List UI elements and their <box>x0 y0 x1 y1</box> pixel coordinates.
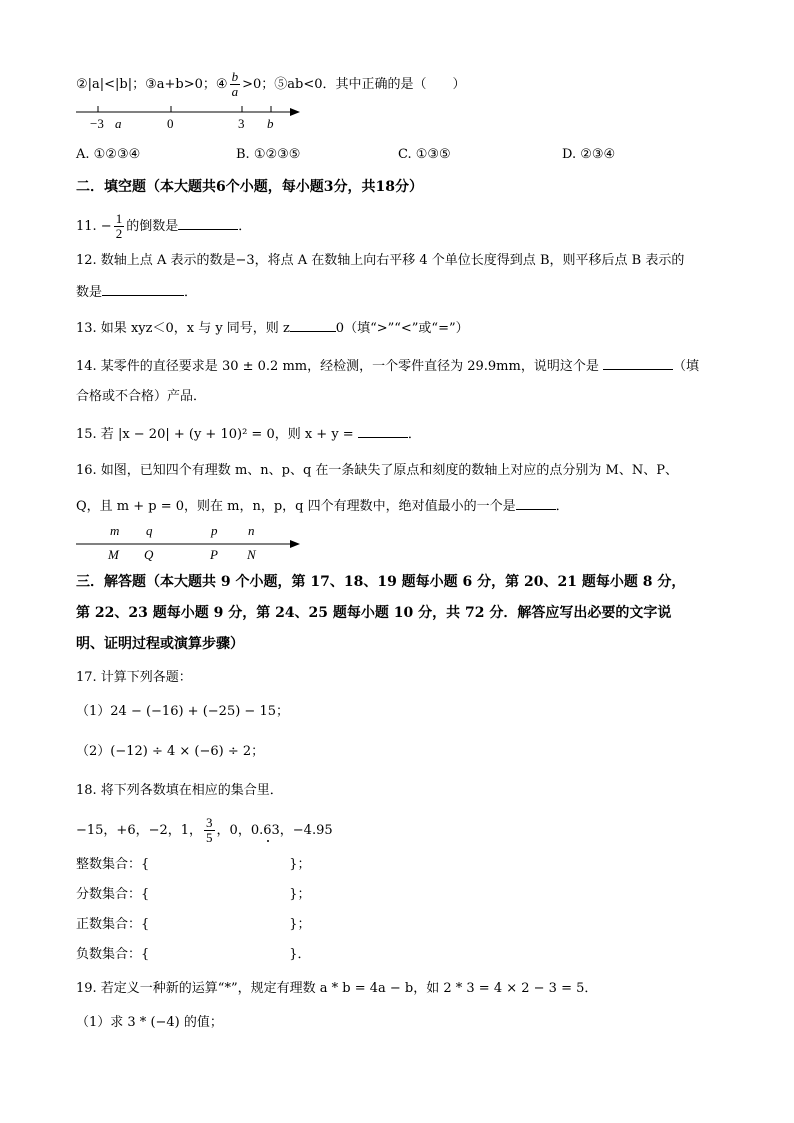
q16-label-P: P <box>210 547 218 562</box>
q11-answer-blank[interactable] <box>178 217 238 230</box>
q10-frac-num: b <box>231 69 239 84</box>
q16-line1: 16. 如图，已知四个有理数 m、n、p、q 在一条缺失了原点和刻度的数轴上对应的点分别为 M、N、P、 <box>76 463 678 478</box>
q12-end: ． <box>184 285 198 300</box>
q18-nums-a: −15，+6，−2，1， <box>76 823 203 838</box>
q10-frac-den: a <box>231 84 239 99</box>
q13-end: 0（填“>”“<”或“=”） <box>335 321 469 336</box>
q18-nums-b: ，0，0. <box>216 823 264 838</box>
q16-line2 <box>76 497 569 516</box>
section3-heading-line3: 明、证明过程或演算步骤） <box>76 636 244 652</box>
q18-nums-d: 3，−4.95 <box>271 823 333 838</box>
q14-line1-end: （填 <box>672 359 699 374</box>
q18-set-fractions <box>76 886 311 904</box>
q18-set-integers-label: 整数集合：{ <box>76 857 150 872</box>
q14-text: 14. 某零件的直径要求是 30 ± 0.2 mm，经检测，一个零件直径为 29.9mm，说明这个是 <box>76 359 599 374</box>
q11-suffix: 的倒数是 <box>126 219 179 234</box>
q18-set-negatives-end: }． <box>289 947 311 962</box>
q18-set-positives-end: }； <box>289 917 311 932</box>
q10-axis-label-b: b <box>267 116 274 131</box>
q17-part2: （2）(−12) ÷ 4 × (−6) ÷ 2； <box>76 744 265 759</box>
q16-label-Q: Q <box>144 547 154 562</box>
q11-end: ． <box>238 219 252 234</box>
q18-set-positives-label: 正数集合：{ <box>76 917 150 932</box>
q18-set-fractions-end: }； <box>289 887 311 902</box>
q18-frac-den: 5 <box>206 830 213 845</box>
q15-end: ． <box>407 427 421 442</box>
q10-axis-label-0: 0 <box>167 116 174 131</box>
q11-frac-den: 2 <box>115 226 123 241</box>
q18-title: 18. 将下列各数填在相应的集合里． <box>76 783 283 798</box>
q10-option-d: D. ②③④ <box>562 147 616 162</box>
q14-line2: 合格或不合格）产品． <box>76 389 207 404</box>
q12-line1: 12. 数轴上点 A 表示的数是−3，将点 A 在数轴上向右平移 4 个单位长度得到点 B，则平移后点 B 表示的 <box>76 253 685 268</box>
q18-set-fractions-label: 分数集合：{ <box>76 887 150 902</box>
q16-end: ． <box>555 499 569 514</box>
q18-set-integers-end: }； <box>289 857 311 872</box>
q18-set-negatives-label: 负数集合：{ <box>76 947 150 962</box>
q16-answer-blank[interactable] <box>516 497 556 510</box>
q16-label-M: M <box>108 547 119 562</box>
q10-axis-label-3: 3 <box>238 116 245 131</box>
q15-answer-blank[interactable] <box>358 425 408 438</box>
q16-label-p: p <box>211 523 218 538</box>
q18-set-negatives <box>76 946 311 964</box>
q17-part1: （1）24 − (−16) + (−25) − 15； <box>76 704 289 719</box>
q10-option-c: C. ①③⑤ <box>398 147 451 162</box>
q10-tail: >0；⑤ab<0．其中正确的是（ ） <box>242 77 466 92</box>
q18-repeating-digit: 6 <box>263 823 272 838</box>
q10-axis-label-neg3: −3 <box>90 116 104 131</box>
q11-frac-num: 1 <box>115 211 123 226</box>
section3-heading-line2: 第 22、23 题每小题 9 分，第 24、25 题每小题 10 分，共 72 分．解答应写出必要的文字说 <box>76 605 672 621</box>
q10-number-line <box>70 100 310 136</box>
q16-text: Q，且 m + p = 0，则在 m，n，p，q 四个有理数中，绝对值最小的一个是 <box>76 499 516 514</box>
q14-answer-blank[interactable] <box>603 357 673 370</box>
q17-title: 17. 计算下列各题： <box>76 670 192 685</box>
section2-heading: 二．填空题（本大题共6个小题，每小题3分，共18分） <box>76 179 423 195</box>
q10-axis-label-a: a <box>115 116 122 131</box>
q18-numbers <box>76 816 333 845</box>
q11 <box>76 212 251 241</box>
q15 <box>76 425 421 444</box>
q15-text: 15. 若 |x − 20| + (y + 10)² = 0，则 x + y = <box>76 427 354 442</box>
q12-line2 <box>76 283 197 302</box>
q10-statements <box>76 70 465 99</box>
q11-prefix: 11. − <box>76 219 112 234</box>
q16-label-q: q <box>146 523 153 538</box>
q16-label-n: n <box>248 523 255 538</box>
section3-heading-line1: 三．解答题（本大题共 9 个小题，第 17、18、19 题每小题 6 分，第 20、21 题每小题 8 分， <box>76 574 686 590</box>
q19-part1: （1）求 3 * (−4) 的值； <box>76 1015 223 1030</box>
q11-fraction <box>114 212 125 241</box>
q19-title: 19. 若定义一种新的运算“*”，规定有理数 a * b = 4a − b，如 2 * 3 = 4 × 2 − 3 = 5． <box>76 981 598 996</box>
q16-label-N: N <box>247 547 256 562</box>
q18-frac-num: 3 <box>206 815 213 830</box>
q16-number-line <box>70 522 310 564</box>
q14-line1 <box>76 357 699 376</box>
q18-set-positives <box>76 916 311 934</box>
q10-option-a: A. ①②③④ <box>76 147 141 162</box>
q10-statements-text: ②|a|<|b|；③a+b>0；④ <box>76 77 228 92</box>
q13 <box>76 319 469 338</box>
q16-label-m: m <box>110 523 120 538</box>
q13-answer-blank[interactable] <box>290 319 336 332</box>
q12-answer-blank[interactable] <box>102 283 184 296</box>
q12-prefix: 数是 <box>76 285 103 300</box>
q10-option-b: B. ①②③⑤ <box>236 147 301 162</box>
q18-set-integers <box>76 856 311 874</box>
q18-fraction <box>204 816 215 845</box>
q13-text: 13. 如果 xyz＜0，x 与 y 同号，则 z <box>76 321 290 336</box>
q10-fraction <box>230 70 241 99</box>
